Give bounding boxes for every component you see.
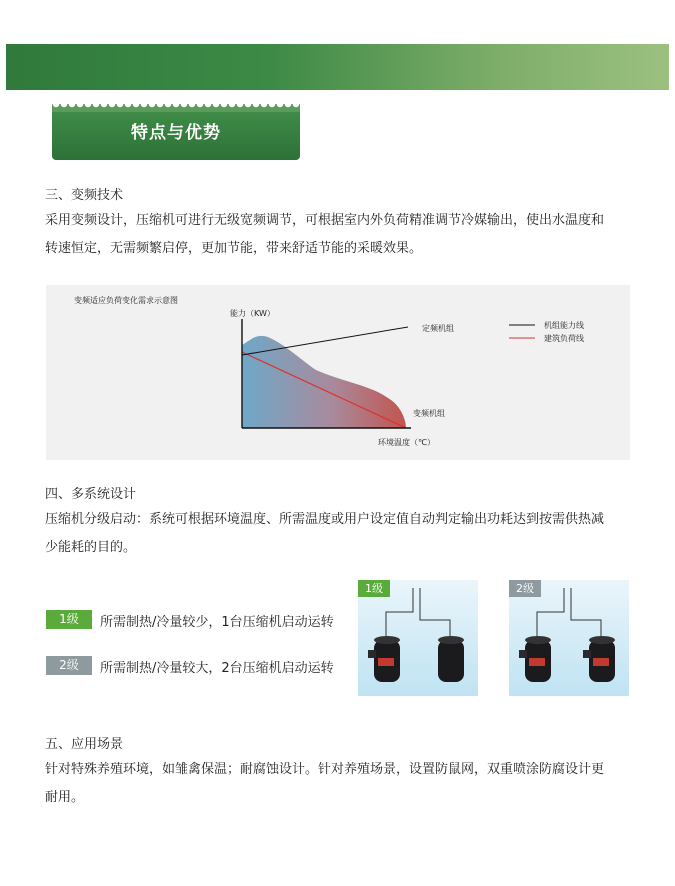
paragraph-multi-system <box>45 506 635 562</box>
chart-panel <box>46 285 630 460</box>
pipe-line <box>537 588 564 636</box>
panel-1-tag: 1级 <box>358 580 390 597</box>
level-1-text: 所需制热/冷量较少，1台压缩机启动运转 <box>100 615 334 630</box>
pipe-line <box>571 588 601 636</box>
chart-title: 变频适应负荷变化需求示意图 <box>74 296 178 305</box>
paragraph-application <box>45 756 635 812</box>
compressor-icon <box>519 636 551 682</box>
paragraph-line: 耐用。 <box>45 790 85 805</box>
legend-label-load: 建筑负荷线 <box>544 334 584 343</box>
panel-2-tag: 2级 <box>509 580 541 597</box>
paragraph-inverter-tech <box>45 207 635 263</box>
compressor-icon <box>368 636 400 682</box>
load-area <box>242 336 406 428</box>
heading-inverter-tech: 三、变频技术 <box>45 188 124 203</box>
level-1-badge: 1级 <box>46 610 92 629</box>
heading-multi-system: 四、多系统设计 <box>45 487 137 502</box>
level-2-badge: 2级 <box>46 656 92 675</box>
panel-2-diagram <box>509 580 629 696</box>
paragraph-line: 压缩机分级启动：系统可根据环境温度、所需温度或用户设定值自动判定输出功耗达到按需供热减 <box>45 512 605 527</box>
compressor-icon <box>583 636 615 682</box>
paragraph-line: 采用变频设计，压缩机可进行无级宽频调节，可根据室内外负荷精准调节冷媒输出，使出水温度和 <box>45 213 605 228</box>
chart-svg <box>46 285 630 460</box>
level-2-panel <box>509 580 629 696</box>
y-axis-label: 能力（KW） <box>230 309 275 318</box>
heading-application: 五、应用场景 <box>45 737 124 752</box>
section-badge <box>52 104 300 160</box>
compressor-icon <box>438 636 464 682</box>
section-title: 特点与优势 <box>131 123 221 143</box>
paragraph-line: 针对特殊养殖环境，如雏禽保温；耐腐蚀设计。针对养殖场景，设置防鼠网，双重喷涂防腐设计更 <box>45 762 605 777</box>
pipe-line <box>386 588 413 636</box>
annotation-inverter: 变频机组 <box>413 409 445 418</box>
panel-1-diagram <box>358 580 478 696</box>
level-1-panel <box>358 580 478 696</box>
level-2-text: 所需制热/冷量较大，2台压缩机启动运转 <box>100 661 334 676</box>
x-axis-label: 环境温度（℃） <box>378 438 435 447</box>
pipe-line <box>420 588 450 636</box>
annotation-fixed: 定频机组 <box>422 324 454 333</box>
paragraph-line: 转速恒定，无需频繁启停，更加节能，带来舒适节能的采暖效果。 <box>45 241 423 256</box>
legend-label-capacity: 机组能力线 <box>544 321 584 330</box>
paragraph-line: 少能耗的目的。 <box>45 540 137 555</box>
header-band <box>6 44 669 90</box>
